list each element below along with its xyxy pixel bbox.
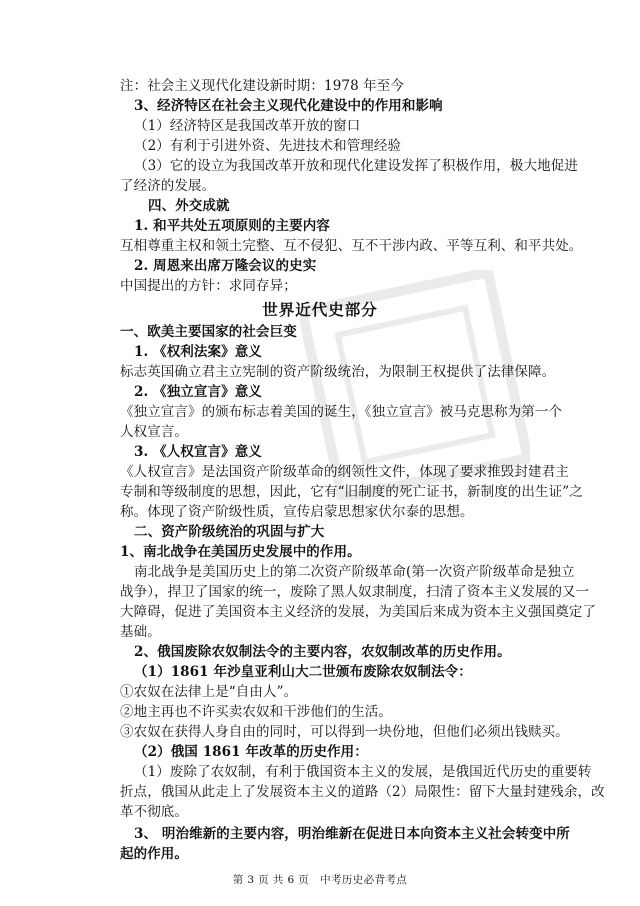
- list-item: ③农奴在获得人身自由的同时，可以得到一块份地，但他们必须出钱赎买。: [120, 724, 569, 740]
- part-title: 世界近代史部分: [262, 300, 378, 319]
- list-item: （1）经济特区是我国改革开放的窗口: [134, 118, 361, 134]
- list-item-continued: 了经济的发展。: [120, 178, 216, 194]
- list-item: ①农奴在法律上是“自由人”。: [120, 684, 298, 700]
- paragraph-line: 人权宣言。: [120, 424, 188, 440]
- list-item: （3）它的设立为我国改革开放和现代化建设发挥了积极作用，极大地促进: [134, 158, 578, 174]
- paragraph-line: 互相尊重主权和领土完整、互不侵犯、互不干涉内政、平等互利、和平共处。: [120, 238, 583, 254]
- paragraph-line: 中国提出的方针：求同存异；: [120, 278, 297, 294]
- section-heading: 3、经济特区在社会主义现代化建设中的作用和影响: [134, 98, 443, 114]
- subsection-heading: （1）1861 年沙皇亚利山大二世颁布废除农奴制法令：: [134, 664, 472, 680]
- list-item: （2）有利于引进外资、先进技术和管理经验: [134, 138, 402, 154]
- paragraph-line: 标志英国确立君主立宪制的资产阶级统治，为限制王权提供了法律保障。: [120, 364, 556, 380]
- subsection-heading: 1. 《权利法案》意义: [134, 344, 262, 360]
- subsection-heading: 2、俄国废除农奴制法令的主要内容，农奴制改革的历史作用。: [134, 644, 511, 660]
- paragraph-line: 战争），捍卫了国家的统一，废除了黑人奴隶制度，扫清了资本主义发展的又一: [120, 584, 590, 600]
- paragraph-line: 折点，俄国从此走上了发展资本主义的道路（2）局限性：留下大量封建残余，改: [120, 784, 605, 800]
- paragraph-line: 南北战争是美国历史上的第二次资产阶级革命(第一次资产阶级革命是独立: [134, 564, 575, 580]
- paragraph-line: 《独立宣言》的颁布标志着美国的诞生，《独立宣言》被马克思称为第一个: [120, 404, 563, 420]
- section-heading: 四、外交成就: [148, 198, 230, 214]
- paragraph-line: 基础。: [120, 624, 161, 640]
- page-footer: 第 3 页 共 6 页 中考历史必背考点: [232, 874, 408, 886]
- note-line: 注：社会主义现代化建设新时期：1978 年至今: [120, 78, 404, 94]
- paragraph-line: 革不彻底。: [120, 804, 188, 820]
- paragraph-line: 《人权宣言》是法国资产阶级革命的纲领性文件，体现了要求推毁封建君主: [120, 464, 569, 480]
- subsection-heading: 1、南北战争在美国历史发展中的作用。: [120, 544, 361, 560]
- list-item: ②地主再也不许买卖农奴和干涉他们的生活。: [120, 704, 392, 720]
- section-heading: 一、欧美主要国家的社会巨变: [120, 324, 297, 340]
- subsection-heading: 2. 《独立宣言》意义: [134, 384, 262, 400]
- subsection-heading: 1. 和平共处五项原则的主要内容: [134, 218, 330, 234]
- paragraph-line: 专制和等级制度的思想，因此，它有“旧制度的死亡证书，新制度的出生证”之: [120, 484, 583, 500]
- subsection-heading: 3、 明治维新的主要内容，明治维新在促进日本向资本主义社会转变中所: [134, 826, 570, 842]
- paragraph-line: （1）废除了农奴制，有利于俄国资本主义的发展，是俄国近代历史的重要转: [134, 764, 592, 780]
- paragraph-line: 称。体现了资产阶级性质，宣传启蒙思想家伏尔泰的思想。: [120, 504, 474, 520]
- section-heading: 二、资产阶级统治的巩固与扩大: [134, 524, 325, 540]
- subsection-heading: 起的作用。: [120, 846, 188, 862]
- subsection-heading: 3. 《人权宣言》意义: [134, 444, 262, 460]
- paragraph-line: 大障碍，促进了美国资本主义经济的发展，为美国后来成为资本主义强国奠定了: [120, 604, 596, 620]
- subsection-heading: 2. 周恩来出席万隆会议的史实: [134, 258, 317, 274]
- subsection-heading: （2）俄国 1861 年改革的历史作用：: [134, 744, 368, 760]
